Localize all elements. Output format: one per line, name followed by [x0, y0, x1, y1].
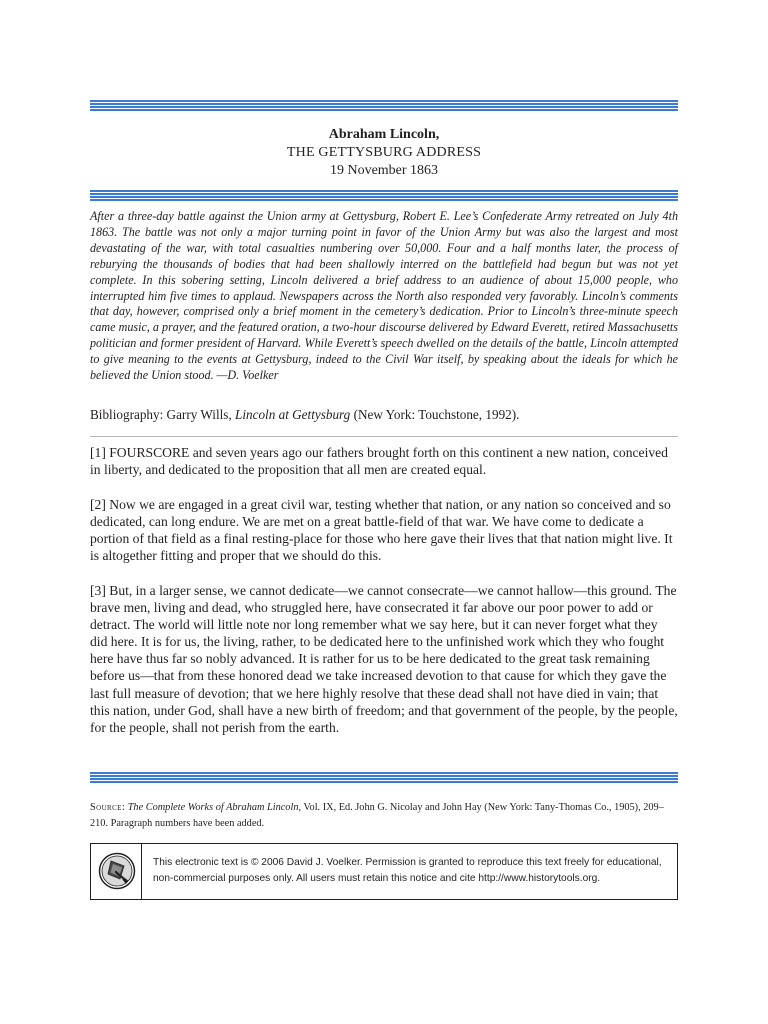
speech-paragraph-2: [2] Now we are engaged in a great civil war, testing whether that nation, or any nation so conceived and so dedicated, can long endure. We are met on a great battle-field of that war. We have come to dedicate a portion of that field as a final resting-place for those who here gave their lives that that nation might live. It is altogether fitting and proper that we should do this. [90, 497, 673, 564]
source-details: Vol. IX, Ed. John G. Nicolay and John Hay (New York: Tany-Thomas Co., 1905), 209–210. Paragraph numbers have been added. [90, 802, 664, 829]
intro-paragraph: After a three-day battle against the Union army at Gettysburg, Robert E. Lee’s Confederate Army retreated on July 4th 1863. The battle was not only a major turning point in favor of the Union Army but was also the largest and most devastating of the war, with total casualties numbering over 50,000. Four and a half months later, the process of reburying the thousands of bodies that had been shallowly interred on the battlefield had begun but was not yet complete. In this sobering setting, Lincoln delivered a brief address to an audience of about 15,000 people, who interrupted him five times to applaud. Newspapers across the North also responded very favorably. Lincoln’s comments that day, however, comprised only a brief moment in the cemetery’s dedication. Prior to Lincoln’s three-minute speech came music, a prayer, and the featured oration, a two-hour discourse delivered by Edward Everett, retired Massachusetts politician and former president of Harvard. While Everett’s speech dwelled on the details of the battle, Lincoln attempted to give meaning to the events at Gettysburg, indeed to the Civil War itself, by speaking about the ideals for which he believed the Union stood. —D. Voelker [90, 209, 678, 383]
history-tools-logo-icon [98, 852, 136, 890]
copyright-notice-text: This electronic text is © 2006 David J. Voelker. Permission is granted to reproduce this text freely for educational, non-commercial purposes only. All users must retain this notice and cite http://www.historytools.org. [153, 857, 662, 884]
document-title: THE GETTYSBURG ADDRESS [286, 145, 482, 160]
title-block [90, 126, 678, 180]
bibliography [90, 406, 678, 423]
source-citation [90, 800, 678, 832]
speech-paragraph-1: [1] FOURSCORE and seven years ago our fathers brought forth on this continent a new nation, conceived in liberty, and dedicated to the proposition that all men are created equal. [90, 445, 668, 478]
bibliography-book-title: Lincoln at Gettysburg [235, 407, 351, 422]
bottom-decorative-rule [90, 772, 678, 783]
source-book-title: The Complete Works of Abraham Lincoln, [127, 802, 302, 813]
section-divider [90, 436, 678, 437]
speech-paragraph-3: [3] But, in a larger sense, we cannot dedicate—we cannot consecrate—we cannot hallow—this ground. The brave men, living and dead, who struggled here, have consecrated it far above our poor power to add or detract. The world will little note nor long remember what we say here, but it can never forget what they did here. It is for us, the living, rather, to be dedicated here to the unfinished work which they who fought here have thus far so nobly advanced. It is rather for us to be here dedicated to the great task remaining before us—that from these honored dead we take increased devotion to that cause for which they gave the last full measure of devotion; that we here highly resolve that these dead shall not have died in vain; that this nation, under God, shall have a new birth of freedom; and that government of the people, by the people, for the people, shall not perish from the earth. [90, 583, 678, 735]
bibliography-suffix: (New York: Touchstone, 1992). [350, 407, 520, 422]
source-label: Source: [90, 802, 126, 813]
copyright-notice-box [90, 843, 678, 900]
top-decorative-rule [90, 100, 678, 111]
middle-decorative-rule [90, 190, 678, 201]
document-date: 19 November 1863 [329, 163, 439, 178]
bibliography-prefix: Bibliography: Garry Wills, [90, 407, 236, 422]
notice-icon-cell [91, 844, 142, 899]
author-name: Abraham Lincoln, [328, 127, 440, 142]
